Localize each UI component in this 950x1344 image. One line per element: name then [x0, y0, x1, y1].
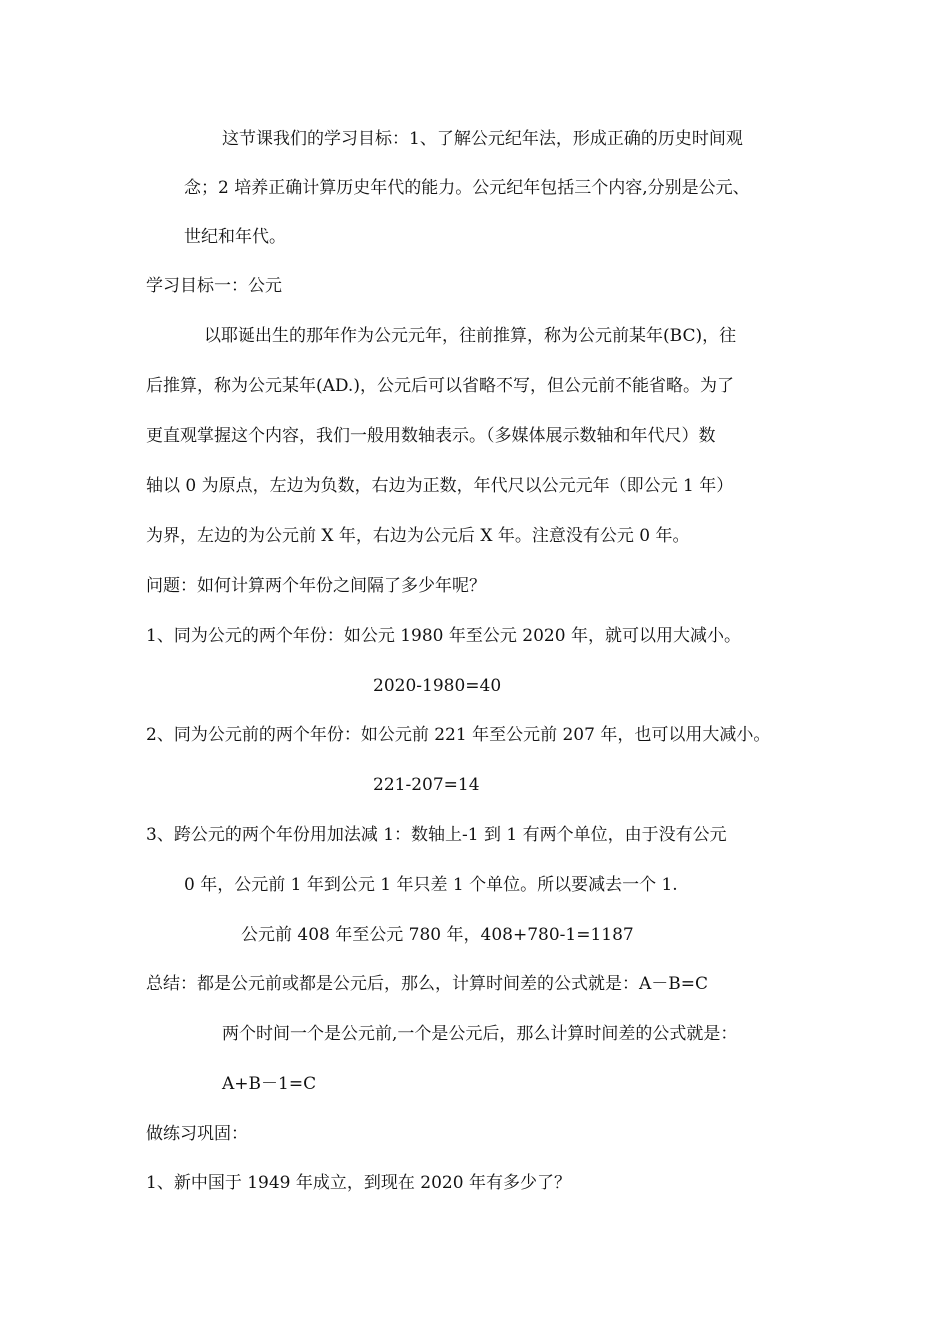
summary-line-3: A+B－1=C	[222, 1074, 317, 1094]
case3-text-1: 3、跨公元的两个年份用加法减 1：数轴上-1 到 1 有两个单位，由于没有公元	[146, 825, 727, 845]
goal1-para-line-5: 为界，左边的为公元前 X 年，右边为公元后 X 年。注意没有公元 0 年。	[146, 526, 690, 546]
goal1-para-line-1: 以耶诞出生的那年作为公元元年，往前推算，称为公元前某年(BC)，往	[204, 326, 737, 346]
case2-formula: 221-207=14	[373, 775, 480, 795]
intro-line-2: 念；2 培养正确计算历史年代的能力。公元纪年包括三个内容,分别是公元、	[184, 178, 750, 198]
practice-heading: 做练习巩固：	[146, 1124, 248, 1144]
goal1-para-line-2: 后推算，称为公元某年(AD.)，公元后可以省略不写，但公元前不能省略。为了	[146, 376, 734, 396]
intro-line-1: 这节课我们的学习目标：1、了解公元纪年法，形成正确的历史时间观	[222, 129, 743, 149]
practice-question-1: 1、新中国于 1949 年成立，到现在 2020 年有多少了？	[146, 1173, 571, 1193]
summary-line-1: 总结：都是公元前或都是公元后，那么，计算时间差的公式就是：A－B=C	[146, 974, 709, 994]
goal1-heading: 学习目标一：公元	[146, 276, 282, 296]
case3-example: 公元前 408 年至公元 780 年，408+780-1=1187	[241, 925, 634, 945]
case1-text: 1、同为公元的两个年份：如公元 1980 年至公元 2020 年，就可以用大减小。	[146, 626, 741, 646]
case2-text: 2、同为公元前的两个年份：如公元前 221 年至公元前 207 年，也可以用大减小。	[146, 725, 771, 745]
case3-text-2: 0 年，公元前 1 年到公元 1 年只差 1 个单位。所以要减去一个 1.	[184, 875, 678, 895]
summary-line-2: 两个时间一个是公元前,一个是公元后，那么计算时间差的公式就是：	[222, 1024, 738, 1044]
intro-line-3: 世纪和年代。	[184, 227, 286, 247]
case1-formula: 2020-1980=40	[373, 676, 502, 696]
question: 问题：如何计算两个年份之间隔了多少年呢？	[146, 576, 486, 596]
goal1-para-line-4: 轴以 0 为原点，左边为负数，右边为正数，年代尺以公元元年（即公元 1 年）	[146, 476, 734, 496]
goal1-para-line-3: 更直观掌握这个内容，我们一般用数轴表示。（多媒体展示数轴和年代尺）数	[146, 426, 716, 446]
